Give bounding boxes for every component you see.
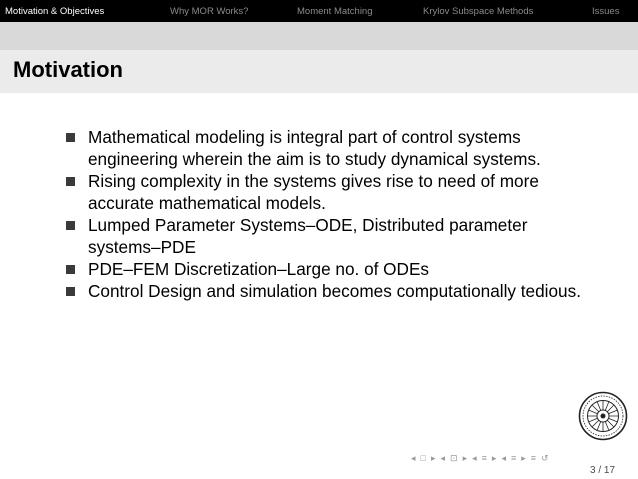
bullet-item: [66, 126, 586, 170]
bullet-text: Mathematical modeling is integral part of control systems engineering wherein the aim is to study dynamical systems.: [88, 127, 541, 169]
square-bullet-icon: [66, 265, 75, 274]
section-navbar: [0, 0, 638, 22]
bullet-item: [66, 280, 586, 302]
search-back-icon[interactable]: ↺: [541, 452, 549, 463]
appendix-icon[interactable]: ≡: [530, 453, 537, 463]
section-icon[interactable]: ≡: [481, 453, 487, 463]
nav-prev-frame-icon[interactable]: ◂: [411, 452, 416, 463]
frame-title: Motivation: [13, 57, 123, 82]
nav-prev-subsection-icon[interactable]: ◂: [440, 452, 446, 463]
document-icon[interactable]: ≡: [510, 453, 517, 463]
square-bullet-icon: [66, 133, 75, 142]
nav-next-subsection-icon[interactable]: ▸: [462, 452, 468, 463]
bullet-item: [66, 214, 586, 258]
bullet-text: PDE–FEM Discretization–Large no. of ODEs: [88, 259, 430, 279]
subsection-bar: [0, 22, 638, 50]
square-bullet-icon: [66, 177, 75, 186]
nav-section-why-mor[interactable]: Why MOR Works?: [170, 6, 249, 17]
nav-section-issues[interactable]: Issues: [592, 6, 620, 17]
bullet-text: Lumped Parameter Systems–ODE, Distributed parameter systems–PDE: [88, 215, 528, 257]
nav-prev-section-icon[interactable]: ◂: [472, 452, 477, 463]
frame-icon[interactable]: □: [420, 453, 426, 463]
nav-section-moment-matching[interactable]: Moment Matching: [297, 6, 373, 17]
bullet-item: [66, 170, 586, 214]
institute-seal-icon: [578, 391, 628, 441]
nav-section-motivation[interactable]: Motivation & Objectives: [5, 6, 105, 17]
bullet-text: Control Design and simulation becomes computationally tedious.: [88, 281, 581, 301]
nav-next-frame-icon[interactable]: ▸: [430, 452, 436, 463]
bullet-list: [66, 126, 586, 302]
square-bullet-icon: [66, 221, 75, 230]
page-number: 3 / 17: [590, 465, 616, 476]
square-bullet-icon: [66, 287, 75, 296]
bullet-item: [66, 258, 586, 280]
subsection-icon[interactable]: ⊡: [450, 452, 458, 463]
nav-section-krylov[interactable]: Krylov Subspace Methods: [423, 6, 534, 17]
nav-prev-document-icon[interactable]: ◂: [501, 452, 506, 463]
nav-next-document-icon[interactable]: ▸: [521, 452, 526, 463]
bullet-text: Rising complexity in the systems gives rise to need of more accurate mathematical models.: [88, 171, 539, 213]
nav-next-section-icon[interactable]: ▸: [491, 452, 497, 463]
beamer-navigation-symbols: [411, 451, 591, 465]
